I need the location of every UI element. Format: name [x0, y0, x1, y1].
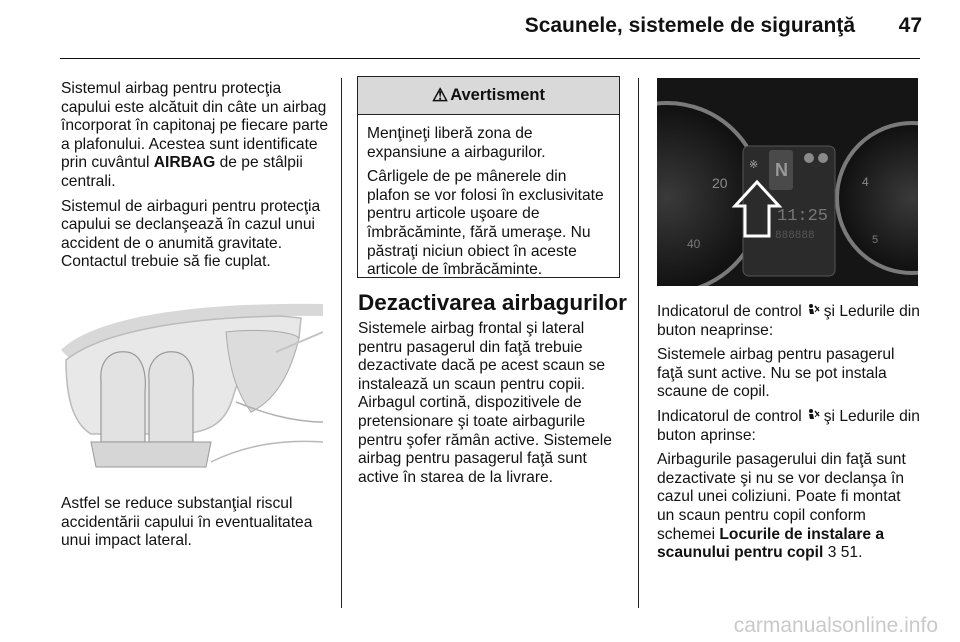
dashboard-odometer: 888888 [775, 230, 815, 242]
paragraph-indicator-off: Indicatorul de control şi Ledurile din buton neaprinse: [657, 303, 920, 339]
airbag-label: AIRBAG [153, 154, 216, 172]
warning-header [358, 77, 619, 115]
left-column [61, 80, 331, 278]
warning-paragraph-1: Menţineţi liberă zona de expansiune a airbagurilor. [367, 125, 546, 161]
svg-text:※: ※ [749, 159, 759, 171]
column-divider-right [638, 78, 639, 608]
svg-text:4: 4 [862, 175, 869, 189]
section-heading: Dezactivarea airbagurilor [358, 290, 627, 315]
header-rule [60, 58, 920, 59]
middle-column-body [358, 320, 623, 493]
page-reference-number: 51. [836, 544, 863, 562]
column-divider-left [341, 78, 342, 608]
airbag-off-indicator-icon [806, 304, 824, 319]
page-reference-arrow-icon: 3 [827, 544, 837, 562]
warning-box [357, 76, 620, 278]
right-column [657, 303, 922, 569]
dashboard-time: 11:25 [777, 207, 829, 226]
instrument-cluster-photo [657, 78, 918, 286]
svg-text:5: 5 [872, 234, 879, 246]
paragraph-airbags-active: Sistemele airbag pentru pasagerul faţă sunt active. Nu se pot instala scaune de copil. [657, 346, 895, 401]
watermark: carmanualsonline.info [733, 614, 938, 637]
svg-text:20: 20 [712, 175, 728, 191]
child-seat-locations-link[interactable]: Locurile de instalare a scaunului pentru copil [657, 525, 885, 562]
page-number: 47 [898, 14, 922, 37]
paragraph-indicator-on: Indicatorul de control şi Ledurile din buton aprinse: [657, 407, 920, 444]
airbag-off-indicator-icon [806, 409, 824, 424]
paragraph-airbag-description: Sistemul airbag pentru protecţia capului este alcătuit din câte un airbag încorporat în capitonaj pe fiecare parte a plafonului. Acestea sunt identificate prin cuvântul AIRBAG de pe stâlpii centrali. [61, 80, 328, 190]
warning-icon: ⚠ [432, 85, 449, 105]
page-header-title: Scaunele, sistemele de siguranţă [524, 14, 855, 37]
svg-text:40: 40 [687, 237, 701, 251]
paragraph-airbag-deploy: Sistemul de airbaguri pentru protecţia capului se declanşează în cazul unui accident de o anumită gravitate. Contactul trebuie să fie cuplat. [61, 197, 321, 271]
paragraph-airbags-deactivated: Airbagurile pasagerului din faţă sunt dezactivate şi nu se vor declanşa în cazul unei coliziuni. Poate fi montat un scaun pentru copil conform schemei Locurile de instalare a scaunului pentru copil 3 51. [657, 451, 906, 562]
warning-title: Avertisment [450, 86, 545, 104]
paragraph-deactivation: Sistemele airbag frontal şi lateral pentru pasagerul din faţă trebuie dezactivate dacă pe acest scaun se instalează un scaun pentru copii. Airbagul cortină, dispozitivele de pretensionare şi toate airbagurile pentru şofer rămân active. Sistemele airbag pentru pasagerul faţă sunt active în starea de la livrare. [358, 320, 612, 486]
paragraph-risk-reduction: Astfel se reduce substanţial riscul accidentării capului în eventualitatea unui impact lateral. [61, 495, 313, 550]
warning-paragraph-2: Cârligele de pe mânerele din plafon se vor folosi în exclusivitate pentru articole uşoare de îmbrăcăminte, fără umeraşe. Nu păstraţi niciun obiect în aceste articole de îmbrăcăminte. [367, 168, 604, 279]
curtain-airbag-illustration [61, 272, 323, 482]
svg-text:N: N [775, 160, 788, 180]
left-column-bottom [61, 495, 331, 557]
